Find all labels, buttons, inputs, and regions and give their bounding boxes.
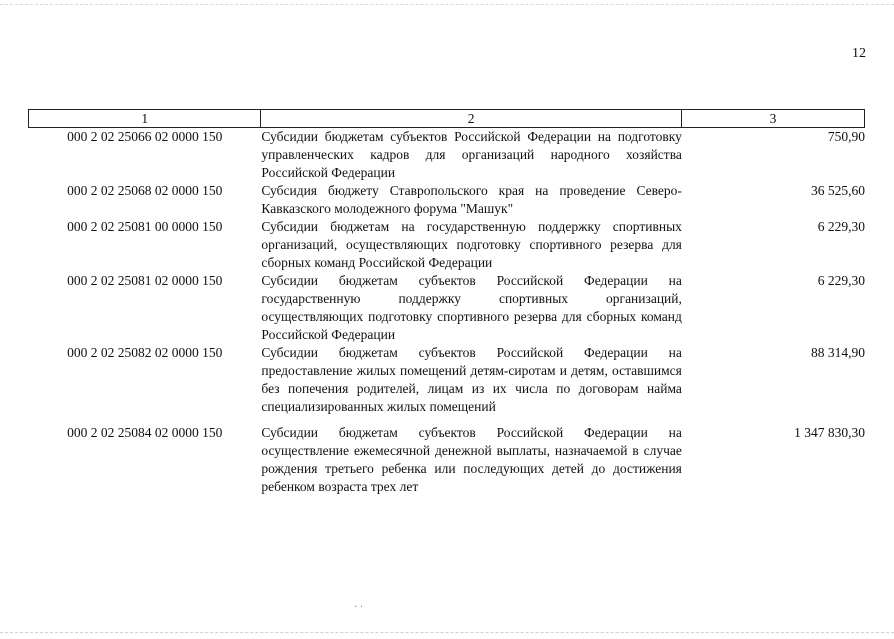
table-body <box>28 128 865 496</box>
table-row <box>28 128 865 182</box>
budget-table <box>28 109 865 496</box>
budget-code: 000 2 02 25068 02 0000 150 <box>67 183 223 198</box>
table-row <box>28 182 865 218</box>
budget-code: 000 2 02 25082 02 0000 150 <box>67 345 223 360</box>
budget-code: 000 2 02 25081 00 0000 150 <box>67 219 223 234</box>
header-col-3: 3 <box>682 109 865 128</box>
amount: 6 229,30 <box>817 273 865 288</box>
item-name: Субсидии бюджетам субъектов Российской Федерации на подготовку управленческих кадров для организаций народного хозяйства Российской Федерации <box>261 129 682 180</box>
table-row <box>28 344 865 416</box>
amount: 1 347 830,30 <box>794 425 865 440</box>
header-col-1: 1 <box>28 109 261 128</box>
amount: 88 314,90 <box>811 345 865 360</box>
budget-code: 000 2 02 25066 02 0000 150 <box>67 129 223 144</box>
page-number: 12 <box>852 46 866 61</box>
scan-speck: · · <box>354 602 364 613</box>
item-name: Субсидии бюджетам на государственную поддержку спортивных организаций, осуществляющих подготовку спортивного резерва для сборных команд Российской Федерации <box>261 219 682 270</box>
budget-code: 000 2 02 25084 02 0000 150 <box>67 425 223 440</box>
table-row <box>28 218 865 272</box>
item-name: Субсидии бюджетам субъектов Российской Федерации на государственную поддержку спортивных организаций, осуществляющих подготовку спортивного резерва для сборных команд Российской Федерации <box>261 273 682 342</box>
item-name: Субсидии бюджетам субъектов Российской Федерации на предоставление жилых помещений детям-сиротам и детям, оставшимся без попечения родителей, лицам из их числа по договорам найма специализированных жилых помещений <box>261 345 682 414</box>
budget-code: 000 2 02 25081 02 0000 150 <box>67 273 223 288</box>
scan-edge-bottom <box>0 632 894 634</box>
table-row <box>28 416 865 496</box>
header-col-2: 2 <box>261 109 682 128</box>
table-row <box>28 272 865 344</box>
item-name: Субсидия бюджету Ставропольского края на проведение Северо-Кавказского молодежного форума "Машук" <box>261 183 682 216</box>
amount: 36 525,60 <box>811 183 865 198</box>
item-name: Субсидии бюджетам субъектов Российской Федерации на осуществление ежемесячной денежной выплаты, назначаемой в случае рождения третьего ребенка или последующих детей до достижения ребенком возраста трех лет <box>261 425 682 494</box>
scan-edge-top <box>0 4 894 6</box>
amount: 6 229,30 <box>817 219 865 234</box>
amount: 750,90 <box>827 129 865 144</box>
table-header <box>28 109 865 128</box>
header-row <box>28 109 865 128</box>
